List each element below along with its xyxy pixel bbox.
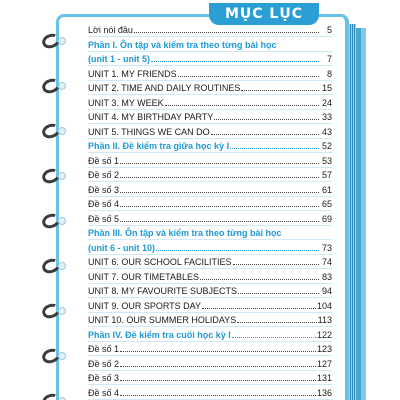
toc-entry-title: UNIT 9. OUR SPORTS DAY bbox=[88, 300, 202, 311]
dot-leader bbox=[156, 250, 319, 251]
toc-entry-phan-3-line1[interactable] bbox=[88, 223, 332, 238]
dot-leader bbox=[120, 351, 316, 352]
binding-hole bbox=[58, 82, 66, 90]
toc-entry-page-number: 43 bbox=[321, 126, 332, 137]
binding-hole bbox=[58, 307, 66, 315]
toc-entry-title: Lời nói đầu bbox=[88, 25, 133, 35]
row-divider bbox=[88, 399, 332, 400]
toc-entry-page-number: 69 bbox=[321, 213, 332, 224]
toc-entry-page-number: 53 bbox=[321, 155, 332, 166]
toc-entry-page-number: 136 bbox=[316, 387, 332, 398]
toc-entry-page-number: 65 bbox=[321, 199, 332, 209]
toc-entry-page-number: 8 bbox=[326, 68, 332, 79]
toc-entry-title: Đề số 1 bbox=[88, 155, 120, 166]
toc-entry-phan-2[interactable] bbox=[88, 136, 332, 151]
dot-leader bbox=[233, 264, 319, 265]
toc-entry-title: UNIT 5. THINGS WE CAN DO bbox=[88, 126, 210, 137]
toc-entry-de-1b[interactable] bbox=[88, 339, 332, 354]
toc-entry-unit-7[interactable] bbox=[88, 267, 332, 282]
toc-entry-title: Phần III. Ôn tập và kiểm tra theo từng bài học bbox=[88, 228, 282, 238]
toc-entry-title: Đề số 2 bbox=[88, 170, 120, 180]
toc-entry-title: Đề số 3 bbox=[88, 184, 120, 195]
binding-hole bbox=[58, 37, 66, 45]
dot-leader bbox=[120, 206, 319, 207]
dot-leader bbox=[151, 61, 319, 62]
toc-entry-page-number: 74 bbox=[321, 257, 332, 267]
binding-hole bbox=[58, 352, 66, 360]
toc-entry-title: Đề số 1 bbox=[88, 344, 120, 354]
toc-entry-title: UNIT 2. TIME AND DAILY ROUTINES bbox=[88, 83, 241, 93]
toc-entry-title: Đề số 3 bbox=[88, 373, 120, 383]
binding-hole bbox=[58, 262, 66, 270]
binding-hole bbox=[58, 172, 66, 180]
toc-entry-page-number: 15 bbox=[321, 83, 332, 93]
dot-leader bbox=[232, 337, 316, 338]
toc-entry-page-number: 57 bbox=[321, 170, 332, 180]
dot-leader bbox=[238, 293, 319, 294]
toc-entry-title: Đề số 5 bbox=[88, 213, 120, 224]
toc-entry-page-number: 5 bbox=[326, 25, 332, 35]
toc-entry-title: UNIT 3. MY WEEK bbox=[88, 97, 164, 108]
dot-leader bbox=[241, 90, 319, 91]
toc-entry-page-number: 52 bbox=[321, 141, 332, 151]
toc-entry-page-number: 94 bbox=[321, 286, 332, 296]
toc-entry-de-2a[interactable] bbox=[88, 165, 332, 180]
toc-entry-title: UNIT 10. OUR SUMMER HOLIDAYS bbox=[88, 315, 237, 325]
toc-entry-page-number: 33 bbox=[321, 112, 332, 122]
dot-leader bbox=[120, 192, 319, 193]
toc-entry-page-number: 131 bbox=[316, 373, 332, 383]
toc-entry-loi-noi-dau[interactable] bbox=[88, 20, 332, 35]
toc-entry-de-5a[interactable] bbox=[88, 209, 332, 224]
dot-leader bbox=[165, 105, 319, 106]
dot-leader bbox=[178, 76, 319, 77]
toc-entry-title: UNIT 7. OUR TIMETABLES bbox=[88, 271, 200, 282]
toc-entry-title: Đề số 2 bbox=[88, 358, 120, 369]
toc-entry-phan-4[interactable] bbox=[88, 325, 332, 340]
toc-entry-title: Phần II. Đề kiểm tra giữa học kỳ I bbox=[88, 141, 230, 151]
toc-entry-page-number: 113 bbox=[317, 315, 332, 325]
toc-entry-page-number: 24 bbox=[321, 97, 332, 108]
toc-entry-unit-1[interactable] bbox=[88, 64, 332, 79]
toc-entry-page-number: 123 bbox=[316, 344, 332, 354]
toc-entry-page-number: 83 bbox=[321, 271, 332, 282]
dot-leader bbox=[214, 119, 319, 120]
binding-hole bbox=[58, 127, 66, 135]
dot-leader bbox=[134, 32, 319, 33]
toc-entry-de-4b[interactable] bbox=[88, 383, 332, 398]
toc-entry-unit-3[interactable] bbox=[88, 93, 332, 108]
toc-entry-title: UNIT 8. MY FAVOURITE SUBJECTS bbox=[88, 286, 238, 296]
binding-hole bbox=[58, 217, 66, 225]
dot-leader bbox=[120, 163, 319, 164]
toc-entry-title: Phần I. Ôn tập và kiểm tra theo từng bài học bbox=[88, 39, 277, 50]
toc-entry-unit-6[interactable] bbox=[88, 252, 332, 267]
toc-entry-title: UNIT 1. MY FRIENDS bbox=[88, 68, 177, 79]
toc-entry-title: Đề số 4 bbox=[88, 387, 120, 398]
toc-entry-title: Phần IV. Đề kiểm tra cuối học kỳ I bbox=[88, 329, 231, 340]
toc-entry-unit-8[interactable] bbox=[88, 281, 332, 296]
toc-entry-page-number: 73 bbox=[321, 242, 332, 253]
toc-entry-unit-4[interactable] bbox=[88, 107, 332, 122]
toc-entry-page-number: 7 bbox=[326, 54, 332, 64]
dot-leader bbox=[120, 177, 319, 178]
dot-leader bbox=[230, 148, 319, 149]
dot-leader bbox=[237, 322, 316, 323]
toc-entry-de-4a[interactable] bbox=[88, 194, 332, 209]
toc-entry-page-number: 61 bbox=[321, 184, 332, 195]
dot-leader bbox=[120, 395, 316, 396]
toc-entry-unit-9[interactable] bbox=[88, 296, 332, 311]
toc-entry-title: (unit 1 - unit 5) bbox=[88, 54, 150, 64]
toc-entry-title: (unit 6 - unit 10) bbox=[88, 242, 155, 253]
toc-entry-de-3a[interactable] bbox=[88, 180, 332, 195]
toc-entry-phan-3-line2[interactable] bbox=[88, 238, 332, 253]
toc-entry-page-number: 122 bbox=[316, 329, 332, 340]
toc-entry-unit-5[interactable] bbox=[88, 122, 332, 137]
dot-leader bbox=[120, 221, 319, 222]
toc-entry-de-2b[interactable] bbox=[88, 354, 332, 369]
page-title: MỤC LỤC bbox=[209, 3, 319, 25]
dot-leader bbox=[120, 366, 316, 367]
toc-entry-title: UNIT 4. MY BIRTHDAY PARTY bbox=[88, 112, 214, 122]
dot-leader bbox=[120, 380, 316, 381]
toc-entry-phan-1-line2[interactable] bbox=[88, 49, 332, 64]
dot-leader bbox=[211, 134, 319, 135]
toc-entry-title: UNIT 6. OUR SCHOOL FACILITIES bbox=[88, 257, 232, 267]
toc-entry-de-1a[interactable] bbox=[88, 151, 332, 166]
dot-leader bbox=[200, 279, 319, 280]
dot-leader bbox=[202, 308, 316, 309]
toc-entry-title: Đề số 4 bbox=[88, 199, 120, 209]
toc-entry-unit-10[interactable] bbox=[88, 310, 332, 325]
toc-entry-page-number: 104 bbox=[316, 300, 332, 311]
toc-entry-de-3b[interactable] bbox=[88, 368, 332, 383]
toc-entry-unit-2[interactable] bbox=[88, 78, 332, 93]
toc-entry-phan-1-line1[interactable] bbox=[88, 35, 332, 50]
toc-entry-page-number: 127 bbox=[316, 358, 332, 369]
